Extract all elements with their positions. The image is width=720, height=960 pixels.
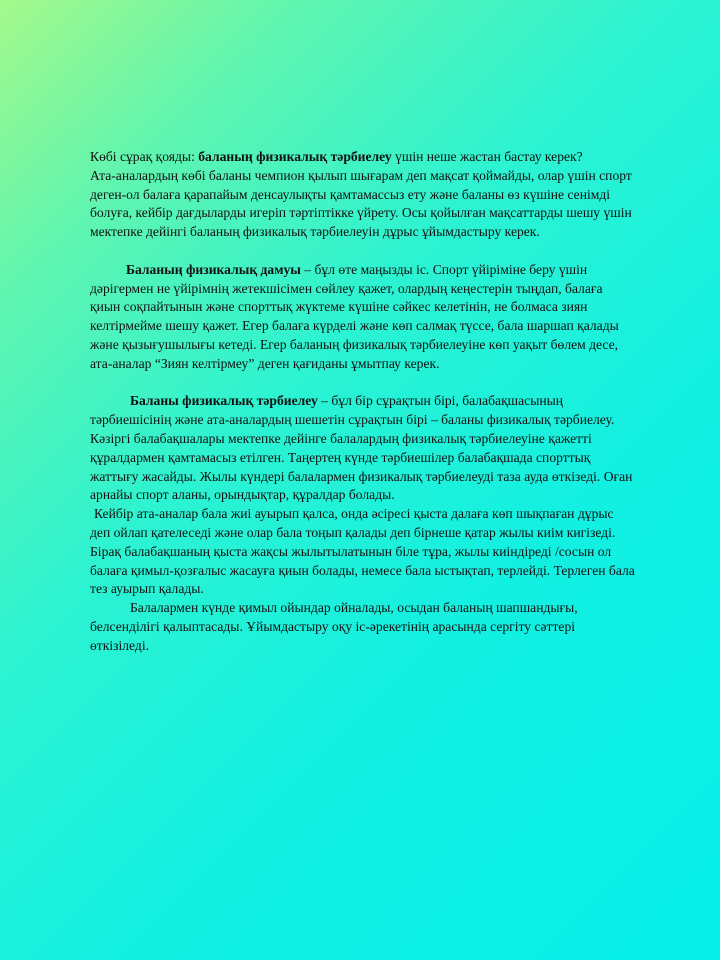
intro-question [90, 148, 635, 167]
parents-paragraph: Кейбір ата-аналар бала жиі ауырып қалса, онда әсіресі қыста далаға көп шықпаған дұрыс деп ойлап қателеседі және олар бала тоңып қалады деп бірнеше қатар жылы киім кигізеді. Бірақ балабақшаның қыста жақсы жылытылатынын біле тұра, жылы киіндіреді /сосын ол балаға қимыл-қозғалыс жасауға қиын болады, немесе бала ыстықтап, терлейді. Терлеген бала тез ауырып қалады. [90, 506, 635, 597]
kindergarten-paragraph: Кәзіргі балабақшалары мектепке дейінге балалардың физикалық тәрбиелеуіне қажетті құралдармен қамтамасыз етілген. Таңертең күнде тәрбиешілер балабақшада спорттық жаттығу жасайды. Жылы күндері балалармен физикалық тәрбиелеуді таза ауда өткізеді. Оған арнайы спорт аланы, орындықтар, құралдар болады. [90, 430, 633, 503]
physical-education-heading: Баланы физикалық тәрбиелеу [130, 393, 318, 409]
physical-development-heading: Баланың физикалық дамуы [126, 261, 301, 277]
intro-paragraph: Ата-аналардың көбі баланы чемпион қылып шығарам деп мақсат қоймайды, олар үшін спорт деген-ол балаға қарапайым денсаулықты қамтамассыз ету және баланы өз күшіне сенімді болуға, кейбір дағдыларды игеріп тәртіптікке үйрету. Осы қойылған мақсаттарды шешу үшін мектепке дейінгі баланың физикалық тәрбиелеуін дұрыс ұйымдастыру керек. [90, 167, 632, 240]
physical-development-paragraph [90, 261, 635, 374]
physical-education-paragraph [90, 392, 635, 430]
games-paragraph: Балалармен күнде қимыл ойындар ойналады, осыдан баланың шапшандығы, белсенділігі қалыптасады. Ұйымдастыру оқу іс-әрекетінің арасында сергіту сәттері өткізіледі. [90, 600, 578, 653]
document-text [90, 148, 635, 656]
physical-development-text: – бұл өте маңызды іс. Спорт үйіріміне беру үшін дәрігермен не үйірімнің жетекшісімен сөйлеу қажет, олардың кеңестерін тыңдап, балаға қиын соқпайтынын және спорттық жүктеме күшіне сәйкес келетінін, не болмаса зиян келтірмейме шешу қажет. Егер балаға күрделі және көп салмақ түссе, бала шаршап қалады және қызығушылығы кетеді. Егер баланың физикалық тәрбиелеуіне көп уақыт бөлем десе, ата-аналар “Зиян келтірмеу” деген қағиданы ұмытпау керек. [90, 261, 619, 371]
question-bold-term: баланың физикалық тәрбиелеу [198, 149, 392, 164]
question-prefix: Көбі сұрақ қояды: [90, 149, 199, 164]
question-suffix: үшін неше жастан бастау керек? [391, 149, 583, 164]
spacer [90, 242, 635, 261]
spacer [90, 374, 635, 393]
physical-education-text: – бұл бір сұрақтын бірі, балабақшасының тәрбиешісінің және ата-аналардың шешетін сұрақтын бірі – баланы физикалық тәрбиелеу. [90, 393, 615, 428]
